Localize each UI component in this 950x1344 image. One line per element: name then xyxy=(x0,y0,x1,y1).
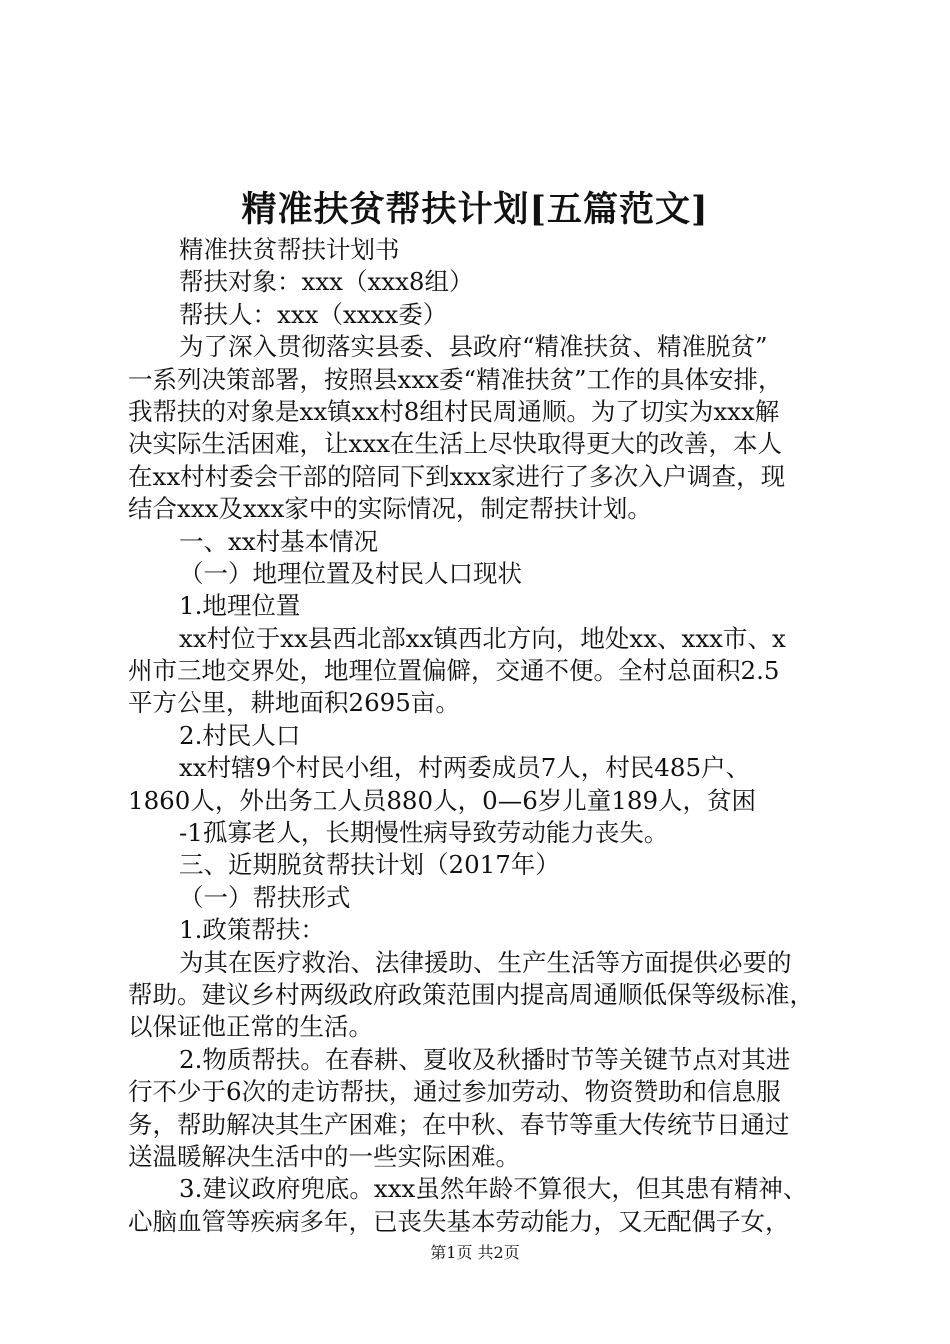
body-line: 心脑血管等疾病多年，已丧失基本劳动能力，又无配偶子女， xyxy=(128,1206,790,1236)
body-line: 州市三地交界处，地理位置偏僻，交通不便。全村总面积2.5 xyxy=(128,656,780,686)
body-line: xx村辖9个村民小组，村两委成员7人，村民485户、 xyxy=(179,753,751,783)
body-line: 帮助。建议乡村两级政府政策范围内提高周通顺低保等级标准， xyxy=(128,979,814,1009)
body-line: 以保证他正常的生活。 xyxy=(128,1012,373,1042)
body-line: 1.地理位置 xyxy=(179,591,301,621)
body-line: 结合xxx及xxx家中的实际情况，制定帮扶计划。 xyxy=(128,494,652,524)
body-line: 在xx村村委会干部的陪同下到xxx家进行了多次入户调查，现 xyxy=(128,461,786,491)
document-body xyxy=(128,234,834,1238)
document-title: 精准扶贫帮扶计划[五篇范文] xyxy=(241,189,709,230)
body-line: 帮扶人：xxx（xxxx委） xyxy=(179,299,448,329)
body-line: 精准扶贫帮扶计划书 xyxy=(179,235,400,264)
body-line: 一、xx村基本情况 xyxy=(179,526,379,556)
body-line: 帮扶对象：xxx（xxx8组） xyxy=(179,267,474,297)
body-line: 行不少于6次的走访帮扶，通过参加劳动、物资赞助和信息服 xyxy=(128,1077,781,1107)
body-line: 为其在医疗救治、法律援助、生产生活等方面提供必要的 xyxy=(179,947,792,977)
body-line: xx村位于xx县西北部xx镇西北方向，地处xx、xxx市、x xyxy=(179,623,786,653)
body-line: 一系列决策部署，按照县xxx委“精准扶贫”工作的具体安排， xyxy=(128,364,783,394)
body-line: 2.村民人口 xyxy=(179,720,301,750)
body-line: 为了深入贯彻落实县委、县政府“精准扶贫、精准脱贫” xyxy=(179,332,768,362)
body-line: 我帮扶的对象是xx镇xx村8组村民周通顺。为了切实为xxx解 xyxy=(128,396,780,426)
body-line: （一）帮扶形式 xyxy=(179,882,351,912)
body-line: 平方公里，耕地面积2695亩。 xyxy=(128,688,460,718)
body-line: 2.物质帮扶。在春耕、夏收及秋播时节等关键节点对其进 xyxy=(179,1044,791,1074)
body-line: 决实际生活困难，让xxx在生活上尽快取得更大的改善，本人 xyxy=(128,429,782,459)
body-line: 三、近期脱贫帮扶计划（2017年） xyxy=(179,850,560,880)
body-line: （一）地理位置及村民人口现状 xyxy=(179,558,522,588)
body-line: 3.建议政府兜底。xxx虽然年龄不算很大，但其患有精神、 xyxy=(179,1174,808,1204)
body-line: -1孤寡老人，长期慢性病导致劳动能力丧失。 xyxy=(179,818,669,848)
body-line: 1.政策帮扶： xyxy=(179,915,325,945)
body-line: 1860人，外出务工人员880人，0—6岁儿童189人，贫困 xyxy=(128,785,757,815)
body-line: 务，帮助解决其生产困难；在中秋、春节等重大传统节日通过 xyxy=(128,1109,790,1139)
page-footer: 第1页 共2页 xyxy=(430,1243,520,1262)
body-line: 送温暖解决生活中的一些实际困难。 xyxy=(128,1141,520,1171)
